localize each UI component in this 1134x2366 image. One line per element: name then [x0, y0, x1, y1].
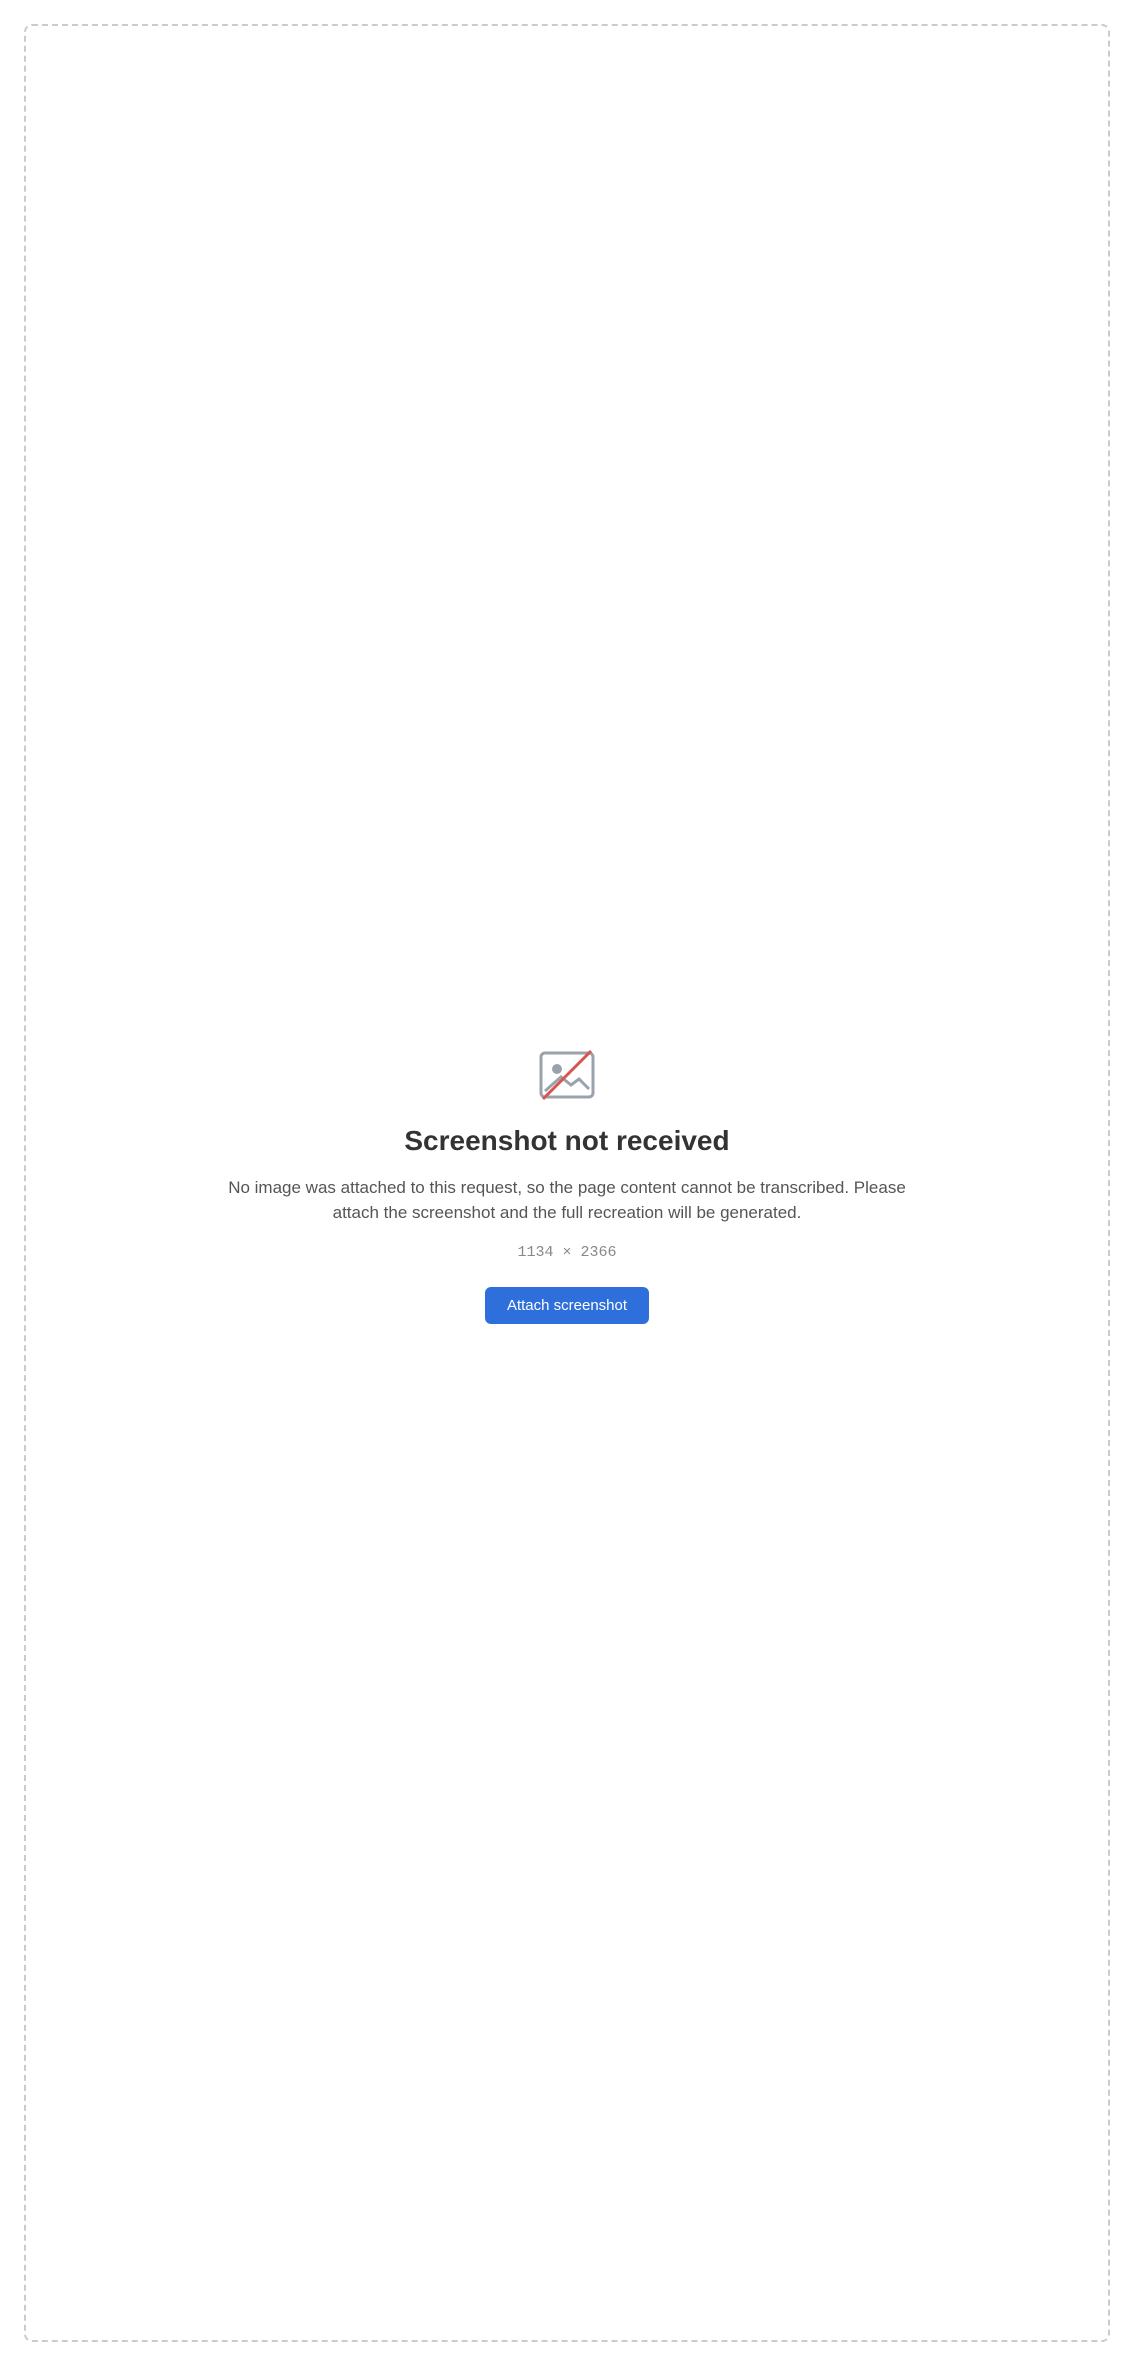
attach-screenshot-button[interactable]: Attach screenshot: [485, 1287, 649, 1324]
missing-image-icon: [535, 1043, 599, 1107]
target-dimensions: 1134 × 2366: [517, 1243, 617, 1261]
placeholder-message: No image was attached to this request, so the page content cannot be transcribed. Please attach the screenshot and the full recreation will be generated.: [228, 1177, 906, 1222]
placeholder-frame: [24, 24, 1110, 2342]
placeholder-title: Screenshot not received: [404, 1124, 730, 1156]
